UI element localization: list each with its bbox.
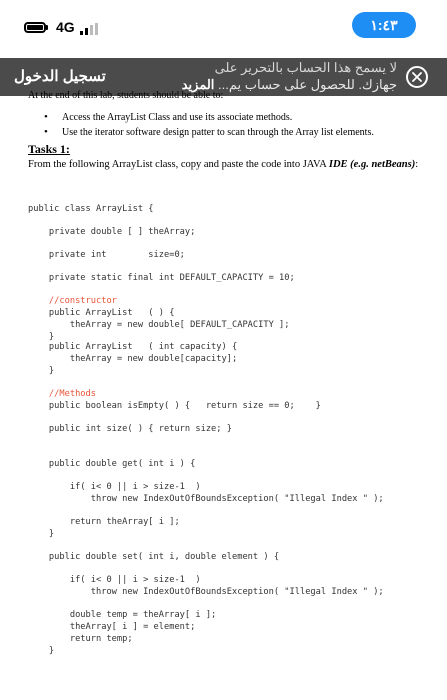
code-line: public int size( ) { return size; }: [28, 424, 232, 434]
code-line: public double get( int i ) {: [28, 459, 196, 469]
code-comment: //Methods: [28, 389, 96, 399]
banner-line1: لا يسمح هذا الحساب بالتحرير على: [214, 60, 397, 75]
code-line: }: [28, 646, 55, 656]
signin-button[interactable]: تسجيل الدخول: [14, 68, 106, 85]
code-line: private int size=0;: [28, 250, 185, 260]
more-link[interactable]: المزيد: [181, 77, 215, 92]
signal-icon: [80, 23, 98, 35]
document-page: [0, 90, 447, 700]
tasks-desc-ide: IDE (e.g. netBeans): [328, 159, 416, 170]
partially-hidden-line: At the end of this lab, students should be able to:: [28, 90, 224, 100]
code-line: throw new IndexOutOfBoundsException( "Illegal Index " );: [28, 494, 384, 504]
battery-icon: [24, 22, 46, 33]
battery-tip: [46, 25, 48, 30]
banner-message: [137, 59, 397, 93]
code-line: double temp = theArray[ i ];: [28, 610, 217, 620]
objectives-list: [44, 110, 374, 140]
code-line: if( i< 0 || i > size-1 ): [28, 575, 201, 585]
code-line: public ArrayList ( int capacity) {: [28, 342, 238, 352]
close-icon[interactable]: [406, 66, 428, 88]
tasks-desc-post: :: [415, 159, 419, 170]
code-line: }: [28, 529, 55, 539]
objective-item: • Use the iterator software design patter to scan through the Array list elements.: [44, 125, 374, 140]
network-label: 4G: [56, 19, 75, 35]
code-line: }: [28, 366, 55, 376]
code-line: private double [ ] theArray;: [28, 227, 196, 237]
code-line: if( i< 0 || i > size-1 ): [28, 482, 201, 492]
code-line: public class ArrayList {: [28, 204, 154, 214]
code-line: return temp;: [28, 634, 133, 644]
banner-line2-text: جهازك. للحصول على حساب يم...: [218, 77, 397, 92]
code-line: public ArrayList ( ) {: [28, 308, 175, 318]
code-line: throw new IndexOutOfBoundsException( "Illegal Index " );: [28, 587, 384, 597]
code-line: public boolean isEmpty( ) { return size == 0; }: [28, 401, 321, 411]
code-line: public double set( int i, double element ) {: [28, 552, 280, 562]
code-line: return theArray[ i ];: [28, 517, 180, 527]
code-line: theArray[ i ] = element;: [28, 622, 196, 632]
tasks-heading: Tasks 1:: [28, 142, 70, 156]
status-bar: [0, 0, 447, 58]
time-pill[interactable]: ١:٤٣: [352, 12, 416, 38]
code-comment: //constructor: [28, 296, 117, 306]
code-line: private static final int DEFAULT_CAPACITY = 10;: [28, 273, 295, 283]
objective-item: • Access the ArrayList Class and use its associate methods.: [44, 110, 374, 125]
code-line: }: [28, 332, 55, 342]
tasks-desc-pre: From the following ArrayList class, copy and paste the code into JAVA: [28, 159, 329, 170]
code-line: theArray = new double[ DEFAULT_CAPACITY ];: [28, 320, 290, 330]
tasks-description: [28, 158, 428, 172]
code-line: theArray = new double[capacity];: [28, 354, 238, 364]
